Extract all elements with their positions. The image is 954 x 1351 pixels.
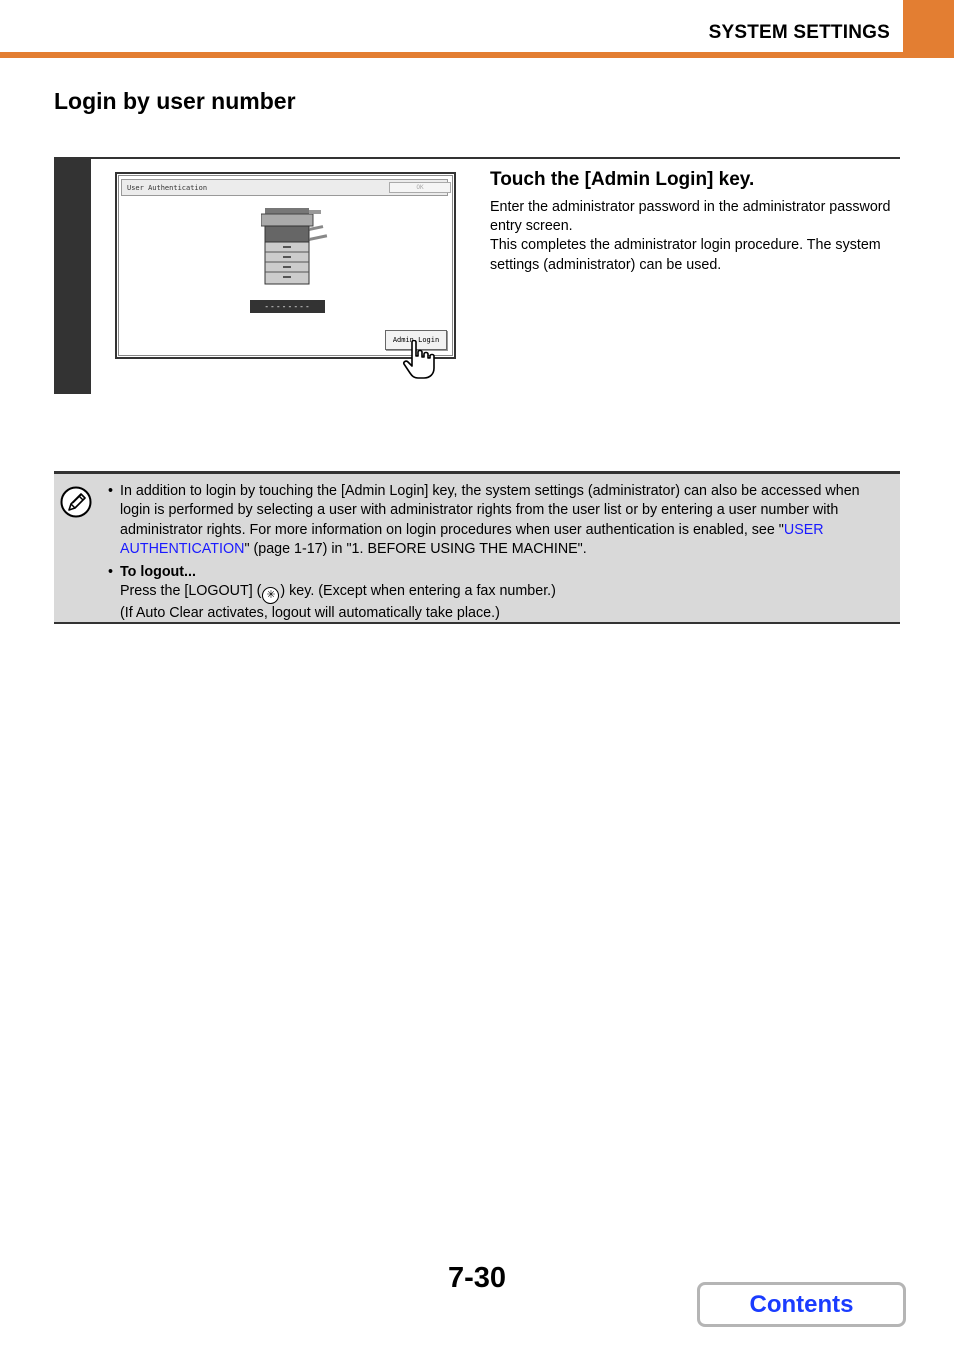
contents-button[interactable]: Contents: [697, 1282, 906, 1327]
auto-clear-note: (If Auto Clear activates, logout will automatically take place.): [120, 605, 500, 622]
logout-heading: • To logout...: [120, 563, 196, 580]
note-text: [108, 482, 893, 625]
screen-titlebar: [121, 179, 448, 196]
admin-login-button[interactable]: Admin Login: [385, 330, 447, 350]
screen-title: User Authentication: [127, 184, 208, 192]
note-bullet: [108, 563, 893, 624]
header-tab: [903, 0, 954, 58]
step-bar: [54, 157, 91, 394]
step-body-line: Enter the administrator password in the administrator password entry screen.: [490, 199, 891, 235]
password-field[interactable]: --------: [250, 300, 325, 313]
logout-key-icon: ✳: [262, 587, 279, 604]
note-bullet: [108, 482, 893, 560]
logout-instruction: [120, 582, 893, 604]
note-box: [54, 471, 900, 624]
pointing-hand-icon: [402, 340, 438, 380]
note-text-segment: In addition to login by touching the [Admin Login] key, the system settings (administrator) can also be accessed when login is performed by selecting a user with administrator rights from the user list or by entering a user number with administrator rights. For more information on login procedures when user authentication is enabled, see ": [120, 483, 860, 538]
step-heading: Touch the [Admin Login] key.: [490, 169, 755, 190]
header-rule: [0, 52, 954, 58]
note-text-segment: " (page 1-17) in "1. BEFORE USING THE MACHINE".: [244, 541, 587, 558]
touch-panel-screen: [115, 172, 456, 359]
section-label: SYSTEM SETTINGS: [708, 22, 890, 43]
step-rule: [54, 157, 900, 159]
page-number: 7-30: [447, 1262, 507, 1294]
user-authentication-link[interactable]: USER AUTHENTICATION: [120, 521, 824, 558]
step-body: [490, 198, 895, 275]
pencil-note-icon: [60, 486, 92, 518]
ok-button[interactable]: OK: [389, 182, 451, 193]
page-title: Login by user number: [54, 88, 296, 114]
copier-machine-icon: [261, 206, 331, 286]
note-text-segment: ) key. (Except when entering a fax number.): [280, 583, 556, 600]
step-body-line: This completes the administrator login procedure. The system settings (administrator) can be used.: [490, 237, 881, 273]
note-text-segment: Press the [LOGOUT] (: [120, 583, 262, 600]
